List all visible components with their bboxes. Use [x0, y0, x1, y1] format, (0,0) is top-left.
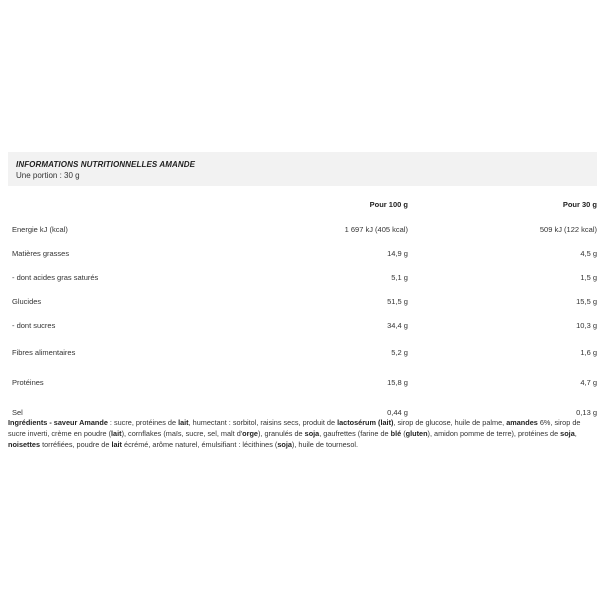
value-30g: 0,13 g: [576, 407, 597, 417]
nutrition-title: INFORMATIONS NUTRITIONNELLES AMANDE: [16, 160, 196, 169]
ingredient-text: torréfiées, poudre de: [40, 440, 112, 449]
row-label: Matières grasses: [12, 248, 70, 258]
value-30g: 509 kJ (122 kcal): [539, 224, 597, 234]
row-label: - dont acides gras saturés: [12, 272, 99, 282]
table-row: [8, 367, 597, 397]
table-header-row: [8, 191, 597, 217]
value-100g: 51,5 g: [387, 296, 408, 306]
ingredients-text: [8, 417, 593, 450]
ingredient-highlight: lait: [111, 440, 122, 449]
value-30g: 1,6 g: [580, 347, 597, 357]
ingredient-highlight: soja: [560, 429, 575, 438]
ingredient-highlight: soja: [277, 440, 292, 449]
ingredient-text: (: [401, 429, 406, 438]
nutrition-panel: [8, 152, 597, 427]
ingredient-highlight: orge: [242, 429, 258, 438]
ingredient-highlight: soja: [304, 429, 320, 438]
value-30g: 4,5 g: [580, 248, 597, 258]
portion-size: Une portion : 30 g: [16, 171, 80, 180]
value-100g: 5,1 g: [391, 272, 408, 282]
value-100g: 34,4 g: [387, 320, 408, 330]
value-30g: 15,5 g: [576, 296, 597, 306]
row-label: Sel: [12, 407, 23, 417]
ingredient-text: ), granulés de: [257, 429, 305, 438]
value-100g: 14,9 g: [387, 248, 408, 258]
table-row: [8, 217, 597, 241]
ingredient-text: , humectant : sorbitol, raisins secs, produit de: [188, 418, 338, 427]
ingredient-highlight: amandes: [506, 418, 538, 427]
row-label: Energie kJ (kcal): [12, 224, 68, 234]
column-header-30g: Pour 30 g: [562, 199, 597, 209]
ingredient-text: ), amidon pomme de terre), protéines de: [427, 429, 561, 438]
value-100g: 1 697 kJ (405 kcal): [344, 224, 408, 234]
table-row: [8, 289, 597, 313]
ingredient-text: ), cornflakes (maïs, sucre, sel, malt d': [121, 429, 243, 438]
ingredient-highlight: Ingrédients - saveur Amande: [8, 418, 108, 427]
ingredient-text: écrémé, arôme naturel, émulsifiant : lécithines (: [121, 440, 278, 449]
table-row: [8, 265, 597, 289]
nutrition-header: [8, 152, 597, 186]
value-100g: 15,8 g: [387, 377, 408, 387]
value-30g: 1,5 g: [580, 272, 597, 282]
label-column-header: [8, 191, 310, 217]
ingredient-highlight: lait: [111, 429, 122, 438]
ingredient-highlight: blé: [390, 429, 402, 438]
value-100g: 5,2 g: [391, 347, 408, 357]
value-30g: 10,3 g: [576, 320, 597, 330]
column-header-100g: Pour 100 g: [369, 199, 408, 209]
row-label: Fibres alimentaires: [12, 347, 76, 357]
row-label: Glucides: [12, 296, 42, 306]
ingredient-text: 6%, sirop de sucre inverti, crème en poudre (: [8, 418, 581, 438]
table-row: [8, 313, 597, 337]
nutrition-table: [8, 191, 597, 427]
ingredient-highlight: noisettes: [8, 440, 41, 449]
value-30g: 4,7 g: [580, 377, 597, 387]
ingredient-highlight: lactosérum (lait): [337, 418, 394, 427]
table-row: [8, 337, 597, 367]
ingredient-text: : sucre, protéines de: [107, 418, 179, 427]
ingredient-text: , sirop de glucose, huile de palme,: [393, 418, 507, 427]
ingredient-highlight: gluten: [405, 429, 428, 438]
row-label: - dont sucres: [12, 320, 56, 330]
ingredient-text: ,: [574, 429, 577, 438]
ingredient-text: , gaufrettes (farine de: [319, 429, 391, 438]
table-row: [8, 241, 597, 265]
ingredient-highlight: lait: [178, 418, 189, 427]
value-100g: 0,44 g: [387, 407, 408, 417]
row-label: Protéines: [12, 377, 44, 387]
ingredient-text: ), huile de tournesol.: [291, 440, 359, 449]
